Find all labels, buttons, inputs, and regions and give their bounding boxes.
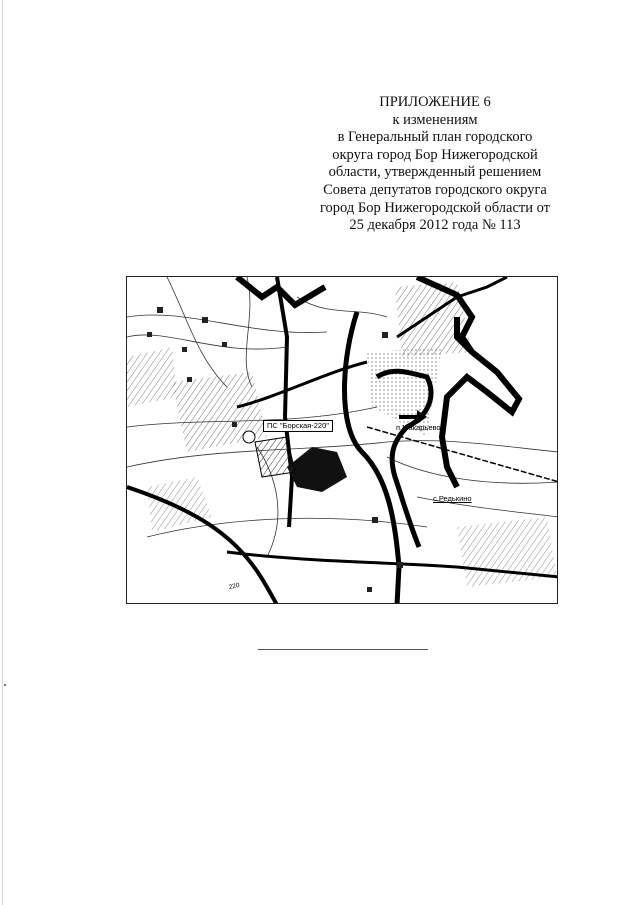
map-image [126, 276, 558, 604]
appendix-header [300, 94, 570, 235]
header-line-3: в Генеральный план городского [337, 129, 533, 146]
redkino-label: с.Редькино [433, 494, 472, 503]
margin-mark [4, 684, 6, 686]
header-line-4: округа город Бор Нижегородской [332, 146, 538, 163]
industrial-zone [287, 447, 347, 492]
header-line-6: Совета депутатов городского округа [323, 181, 547, 198]
header-line-5: области, утвержденный решением [328, 164, 542, 181]
appendix-title: ПРИЛОЖЕНИЕ 6 [379, 94, 491, 110]
header-line-2: к изменениям [392, 111, 478, 128]
header-line-7: город Бор Нижегородской области от [319, 199, 551, 216]
page-edge [2, 0, 3, 905]
power-line-label: 220 [228, 581, 241, 592]
separator-line [258, 649, 428, 650]
header-line-8: 25 декабря 2012 года № 113 [349, 217, 521, 234]
substation-circle [243, 431, 255, 443]
makaryevo-label: п.Макарьево [396, 423, 441, 432]
map-drawing [127, 277, 558, 604]
substation-label: ПС "Борская-220" [263, 420, 333, 432]
residential-areas [127, 282, 557, 587]
